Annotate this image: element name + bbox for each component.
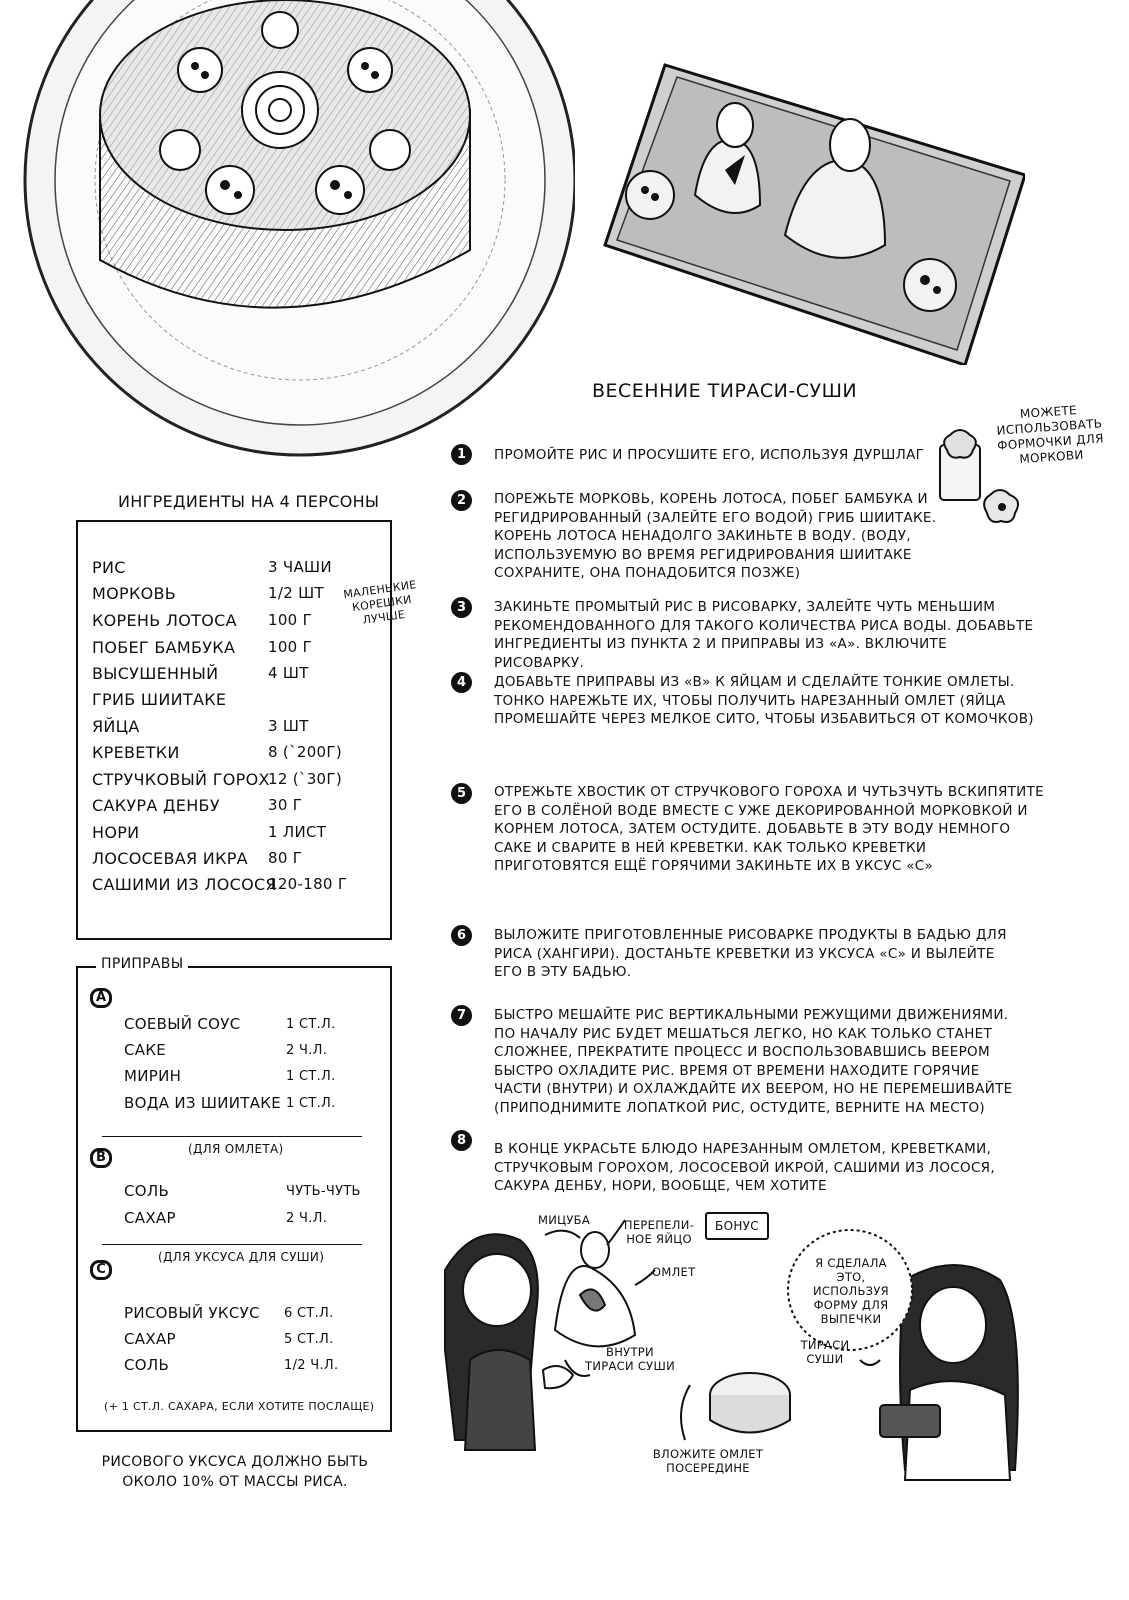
- ingredient-row: [92, 690, 392, 714]
- ingredient-qty: 120-180 Г: [268, 875, 348, 893]
- molds-note: МОЖЕТЕ ИСПОЛЬЗОВАТЬ ФОРМОЧКИ ДЛЯ МОРКОВИ: [996, 403, 1105, 467]
- step-number: 6: [451, 925, 472, 946]
- put-omelet-label: ВЛОЖИТЕ ОМЛЕТ ПОСЕРЕДИНЕ: [652, 1447, 764, 1475]
- seasoning-name: САХАР: [124, 1330, 176, 1348]
- step-number: 8: [451, 1130, 472, 1151]
- speech-text: Я СДЕЛАЛА ЭТО, ИСПОЛЬЗУЯ ФОРМУ ДЛЯ ВЫПЕЧКИ: [813, 1256, 889, 1326]
- ingredient-qty: 100 Г: [268, 638, 313, 656]
- seasoning-name: СОЛЬ: [124, 1356, 170, 1374]
- ingredient-name: МОРКОВЬ: [92, 584, 177, 603]
- ingredient-qty: 1/2 ШТ: [268, 584, 324, 602]
- step-number: 3: [451, 597, 472, 618]
- seasonings-box: [76, 966, 392, 1432]
- ingredient-name: ВЫСУШЕННЫЙ: [92, 664, 219, 683]
- ingredient-name: САКУРА ДЕНБУ: [92, 796, 220, 815]
- seasonings-heading: ПРИПРАВЫ: [96, 956, 188, 972]
- ingredient-name: ЛОСОСЕВАЯ ИКРА: [92, 849, 248, 868]
- group-b-caption: (ДЛЯ ОМЛЕТА): [188, 1142, 284, 1156]
- ingredient-row: [92, 875, 392, 899]
- ingredient-row: [92, 664, 392, 688]
- ingredient-row: [92, 717, 392, 741]
- step-text: ВЫЛОЖИТЕ ПРИГОТОВЛЕННЫЕ РИСОВАРКЕ ПРОДУКТЫ В БАДЬЮ ДЛЯ РИСА (ХАНГИРИ). ДОСТАНЬТЕ КРЕВЕТКИ ИЗ УКСУСА «С» И ВЫЛЕЙТЕ ЕГО В ЭТУ БАДЬЮ.: [494, 927, 1007, 980]
- ingredient-qty: 3 ЧАШИ: [268, 558, 332, 576]
- ingredient-row: [92, 743, 392, 767]
- ingredient-row: [92, 796, 392, 820]
- seasoning-name: РИСОВЫЙ УКСУС: [124, 1304, 260, 1322]
- ingredients-heading: ИНГРЕДИЕНТЫ НА 4 ПЕРСОНЫ: [118, 492, 380, 511]
- group-c-badge: C: [90, 1260, 112, 1280]
- seasoning-qty: 1 СТ.Л.: [286, 1069, 336, 1084]
- step-text: ПОРЕЖЬТЕ МОРКОВЬ, КОРЕНЬ ЛОТОСА, ПОБЕГ БАМБУКА И РЕГИДРИРОВАННЫЙ (ЗАЛЕЙТЕ ЕГО ВОДОЙ) ГРИБ ШИИТАКЕ. КОРЕНЬ ЛОТОСА НЕНАДОЛГО ЗАКИНЬТЕ В ВОДУ. (ВОДУ, ИСПОЛЬЗУЕМУЮ ВО ВРЕМЯ РЕГИДРИРОВАНИЯ ШИИТАКЕ СОХРАНИТЕ, ОНА ПОНАДОБИТСЯ ПОЗЖЕ): [494, 491, 937, 581]
- step-number: 2: [451, 490, 472, 511]
- seasoning-name: САКЕ: [124, 1041, 167, 1059]
- cake-illustration: [0, 0, 575, 475]
- step-number: 5: [451, 783, 472, 804]
- seasoning-qty: 1 СТ.Л.: [286, 1096, 336, 1111]
- ingredient-name: КРЕВЕТКИ: [92, 743, 180, 762]
- step-text: ПРОМОЙТЕ РИС И ПРОСУШИТЕ ЕГО, ИСПОЛЬЗУЯ ДУРШЛАГ: [494, 447, 925, 463]
- ingredient-qty: 4 ШТ: [268, 664, 309, 682]
- mitsuba-label: МИЦУБА: [538, 1213, 591, 1227]
- seasoning-name: МИРИН: [124, 1067, 182, 1085]
- group-b-badge: B: [90, 1148, 112, 1168]
- seasoning-name: СОЕВЫЙ СОУС: [124, 1015, 241, 1033]
- quail-egg-label: ПЕРЕПЕЛИ-НОЕ ЯЙЦО: [623, 1218, 695, 1246]
- ingredient-qty: 80 Г: [268, 849, 303, 867]
- step-number: 1: [451, 444, 472, 465]
- bonus-label: БОНУС: [705, 1212, 769, 1240]
- ingredient-name: САШИМИ ИЗ ЛОСОСЯ: [92, 875, 277, 894]
- seasoning-name: САХАР: [124, 1209, 176, 1227]
- chirashi-label: ТИРАСИ СУШИ: [800, 1338, 850, 1366]
- divider: [102, 1244, 362, 1245]
- seasoning-qty: 2 Ч.Л.: [286, 1211, 328, 1226]
- ingredient-name: КОРЕНЬ ЛОТОСА: [92, 611, 237, 630]
- roots-note: МАЛЕНЬКИЕ КОРЕШКИ ЛУЧШЕ: [342, 578, 418, 627]
- ingredient-name: НОРИ: [92, 823, 140, 842]
- tray-illustration: [585, 45, 1025, 365]
- inside-label: ВНУТРИ ТИРАСИ СУШИ: [585, 1345, 675, 1373]
- seasoning-qty: 1/2 Ч.Л.: [284, 1358, 339, 1373]
- vinegar-footnote: РИСОВОГО УКСУСА ДОЛЖНО БЫТЬ ОКОЛО 10% ОТ МАССЫ РИСА.: [101, 1454, 369, 1490]
- ingredient-name: РИС: [92, 558, 126, 577]
- seasoning-qty: 5 СТ.Л.: [284, 1332, 334, 1347]
- step-text: ЗАКИНЬТЕ ПРОМЫТЫЙ РИС В РИСОВАРКУ, ЗАЛЕЙТЕ ЧУТЬ МЕНЬШИМ РЕКОМЕНДОВАННОГО ДЛЯ ТАКОГО КОЛИЧЕСТВА РИСА ВОДЫ. ДОБАВЬТЕ ИНГРЕДИЕНТЫ ИЗ ПУНКТА 2 И ПРИПРАВЫ ИЗ «А». ВКЛЮЧИТЕ РИСОВАРКУ.: [494, 599, 1034, 671]
- ingredient-row: [92, 823, 392, 847]
- divider: [102, 1136, 362, 1137]
- ingredient-qty: 1 ЛИСТ: [268, 823, 327, 841]
- ingredient-qty: 8 (`200Г): [268, 743, 342, 761]
- recipe-title: ВЕСЕННИЕ ТИРАСИ-СУШИ: [592, 380, 858, 402]
- ingredient-qty: 100 Г: [268, 611, 313, 629]
- seasoning-qty: 2 Ч.Л.: [286, 1043, 328, 1058]
- group-a-badge: A: [90, 988, 112, 1008]
- seasoning-qty: 6 СТ.Л.: [284, 1306, 334, 1321]
- ingredient-qty: 12 (`30Г): [268, 770, 342, 788]
- step-text: ОТРЕЖЬТЕ ХВОСТИК ОТ СТРУЧКОВОГО ГОРОХА И ЧУТЬЗЧУТЬ ВСКИПЯТИТЕ ЕГО В СОЛЁНОЙ ВОДЕ ВМЕСТЕ С УЖЕ ДЕКОРИРОВАННОЙ МОРКОВКОЙ И КОРНЕМ ЛОТОСА, ЗАТЕМ ОСТУДИТЕ. ДОБАВЬТЕ В ЭТУ ВОДУ НЕМНОГО САКЕ И СВАРИТЕ В НЕЙ КРЕВЕТКИ. КАК ТОЛЬКО КРЕВЕТКИ ПРИГОТОВЯТСЯ ЕЩЁ ГОРЯЧИМИ ЗАКИНЬТЕ ИХ В УКСУС «С»: [494, 784, 1044, 874]
- ingredient-qty: 3 ШТ: [268, 717, 309, 735]
- seasoning-name: ВОДА ИЗ ШИИТАКЕ: [124, 1094, 281, 1112]
- step-text: ДОБАВЬТЕ ПРИПРАВЫ ИЗ «В» К ЯЙЦАМ И СДЕЛАЙТЕ ТОНКИЕ ОМЛЕТЫ. ТОНКО НАРЕЖЬТЕ ИХ, ЧТОБЫ ПОЛУЧИТЬ НАРЕЗАННЫЙ ОМЛЕТ (ЯЙЦА ПРОМЕШАЙТЕ ЧЕРЕЗ МЕЛКОЕ СИТО, ЧТОБЫ ИЗБАВИТЬСЯ ОТ КОМОЧКОВ): [494, 674, 1034, 727]
- ingredient-name: ЯЙЦА: [92, 717, 140, 736]
- omelet-label: ОМЛЕТ: [652, 1265, 696, 1279]
- ingredient-name: СТРУЧКОВЫЙ ГОРОХ: [92, 770, 270, 789]
- seasoning-qty: ЧУТЬ-ЧУТЬ: [286, 1184, 361, 1199]
- ingredient-row: [92, 638, 392, 662]
- ingredient-qty: 30 Г: [268, 796, 303, 814]
- ingredient-row: [92, 770, 392, 794]
- seasoning-qty: 1 СТ.Л.: [286, 1017, 336, 1032]
- step-text: БЫСТРО МЕШАЙТЕ РИС ВЕРТИКАЛЬНЫМИ РЕЖУЩИМИ ДВИЖЕНИЯМИ. ПО НАЧАЛУ РИС БУДЕТ МЕШАТЬСЯ ЛЕГКО, НО КАК ТОЛЬКО СТАНЕТ СЛОЖНЕЕ, ПРЕКРАТИТЕ ПРОЦЕСС И ВОСПОЛЬЗОВАВШИСЬ ВЕЕРОМ БЫСТРО ОХЛАДИТЕ РИС. ВРЕМЯ ОТ ВРЕМЕНИ НАХОДИТЕ ГОРЯЧИЕ ЧАСТИ (ВНУТРИ) И ОХЛАЖДАЙТЕ ИХ ВЕЕРОМ, НО НЕ ПЕРЕМЕШИВАЙТЕ (ПРИПОДНИМИТЕ ЛОПАТКОЙ РИС, ОСТУДИТЕ, ВЕРНИТЕ НА МЕСТО): [494, 1007, 1013, 1116]
- ingredient-name: ГРИБ ШИИТАКЕ: [92, 690, 227, 709]
- ingredient-name: ПОБЕГ БАМБУКА: [92, 638, 236, 657]
- ingredient-row: [92, 849, 392, 873]
- ingredients-box: [76, 520, 392, 940]
- step-number: 4: [451, 672, 472, 693]
- ingredient-row: [92, 558, 392, 582]
- step-text: В КОНЦЕ УКРАСЬТЕ БЛЮДО НАРЕЗАННЫМ ОМЛЕТОМ, КРЕВЕТКАМИ, СТРУЧКОВЫМ ГОРОХОМ, ЛОСОСЕВОЙ ИКРОЙ, САШИМИ ИЗ ЛОСОСЯ, САКУРА ДЕНБУ, НОРИ, ВООБЩЕ, ЧЕМ ХОТИТЕ: [494, 1141, 995, 1194]
- sweeter-note: (+ 1 СТ.Л. САХАРА, ЕСЛИ ХОТИТЕ ПОСЛАЩЕ): [104, 1400, 375, 1413]
- step-number: 7: [451, 1005, 472, 1026]
- seasoning-name: СОЛЬ: [124, 1182, 170, 1200]
- group-c-caption: (ДЛЯ УКСУСА ДЛЯ СУШИ): [158, 1250, 325, 1264]
